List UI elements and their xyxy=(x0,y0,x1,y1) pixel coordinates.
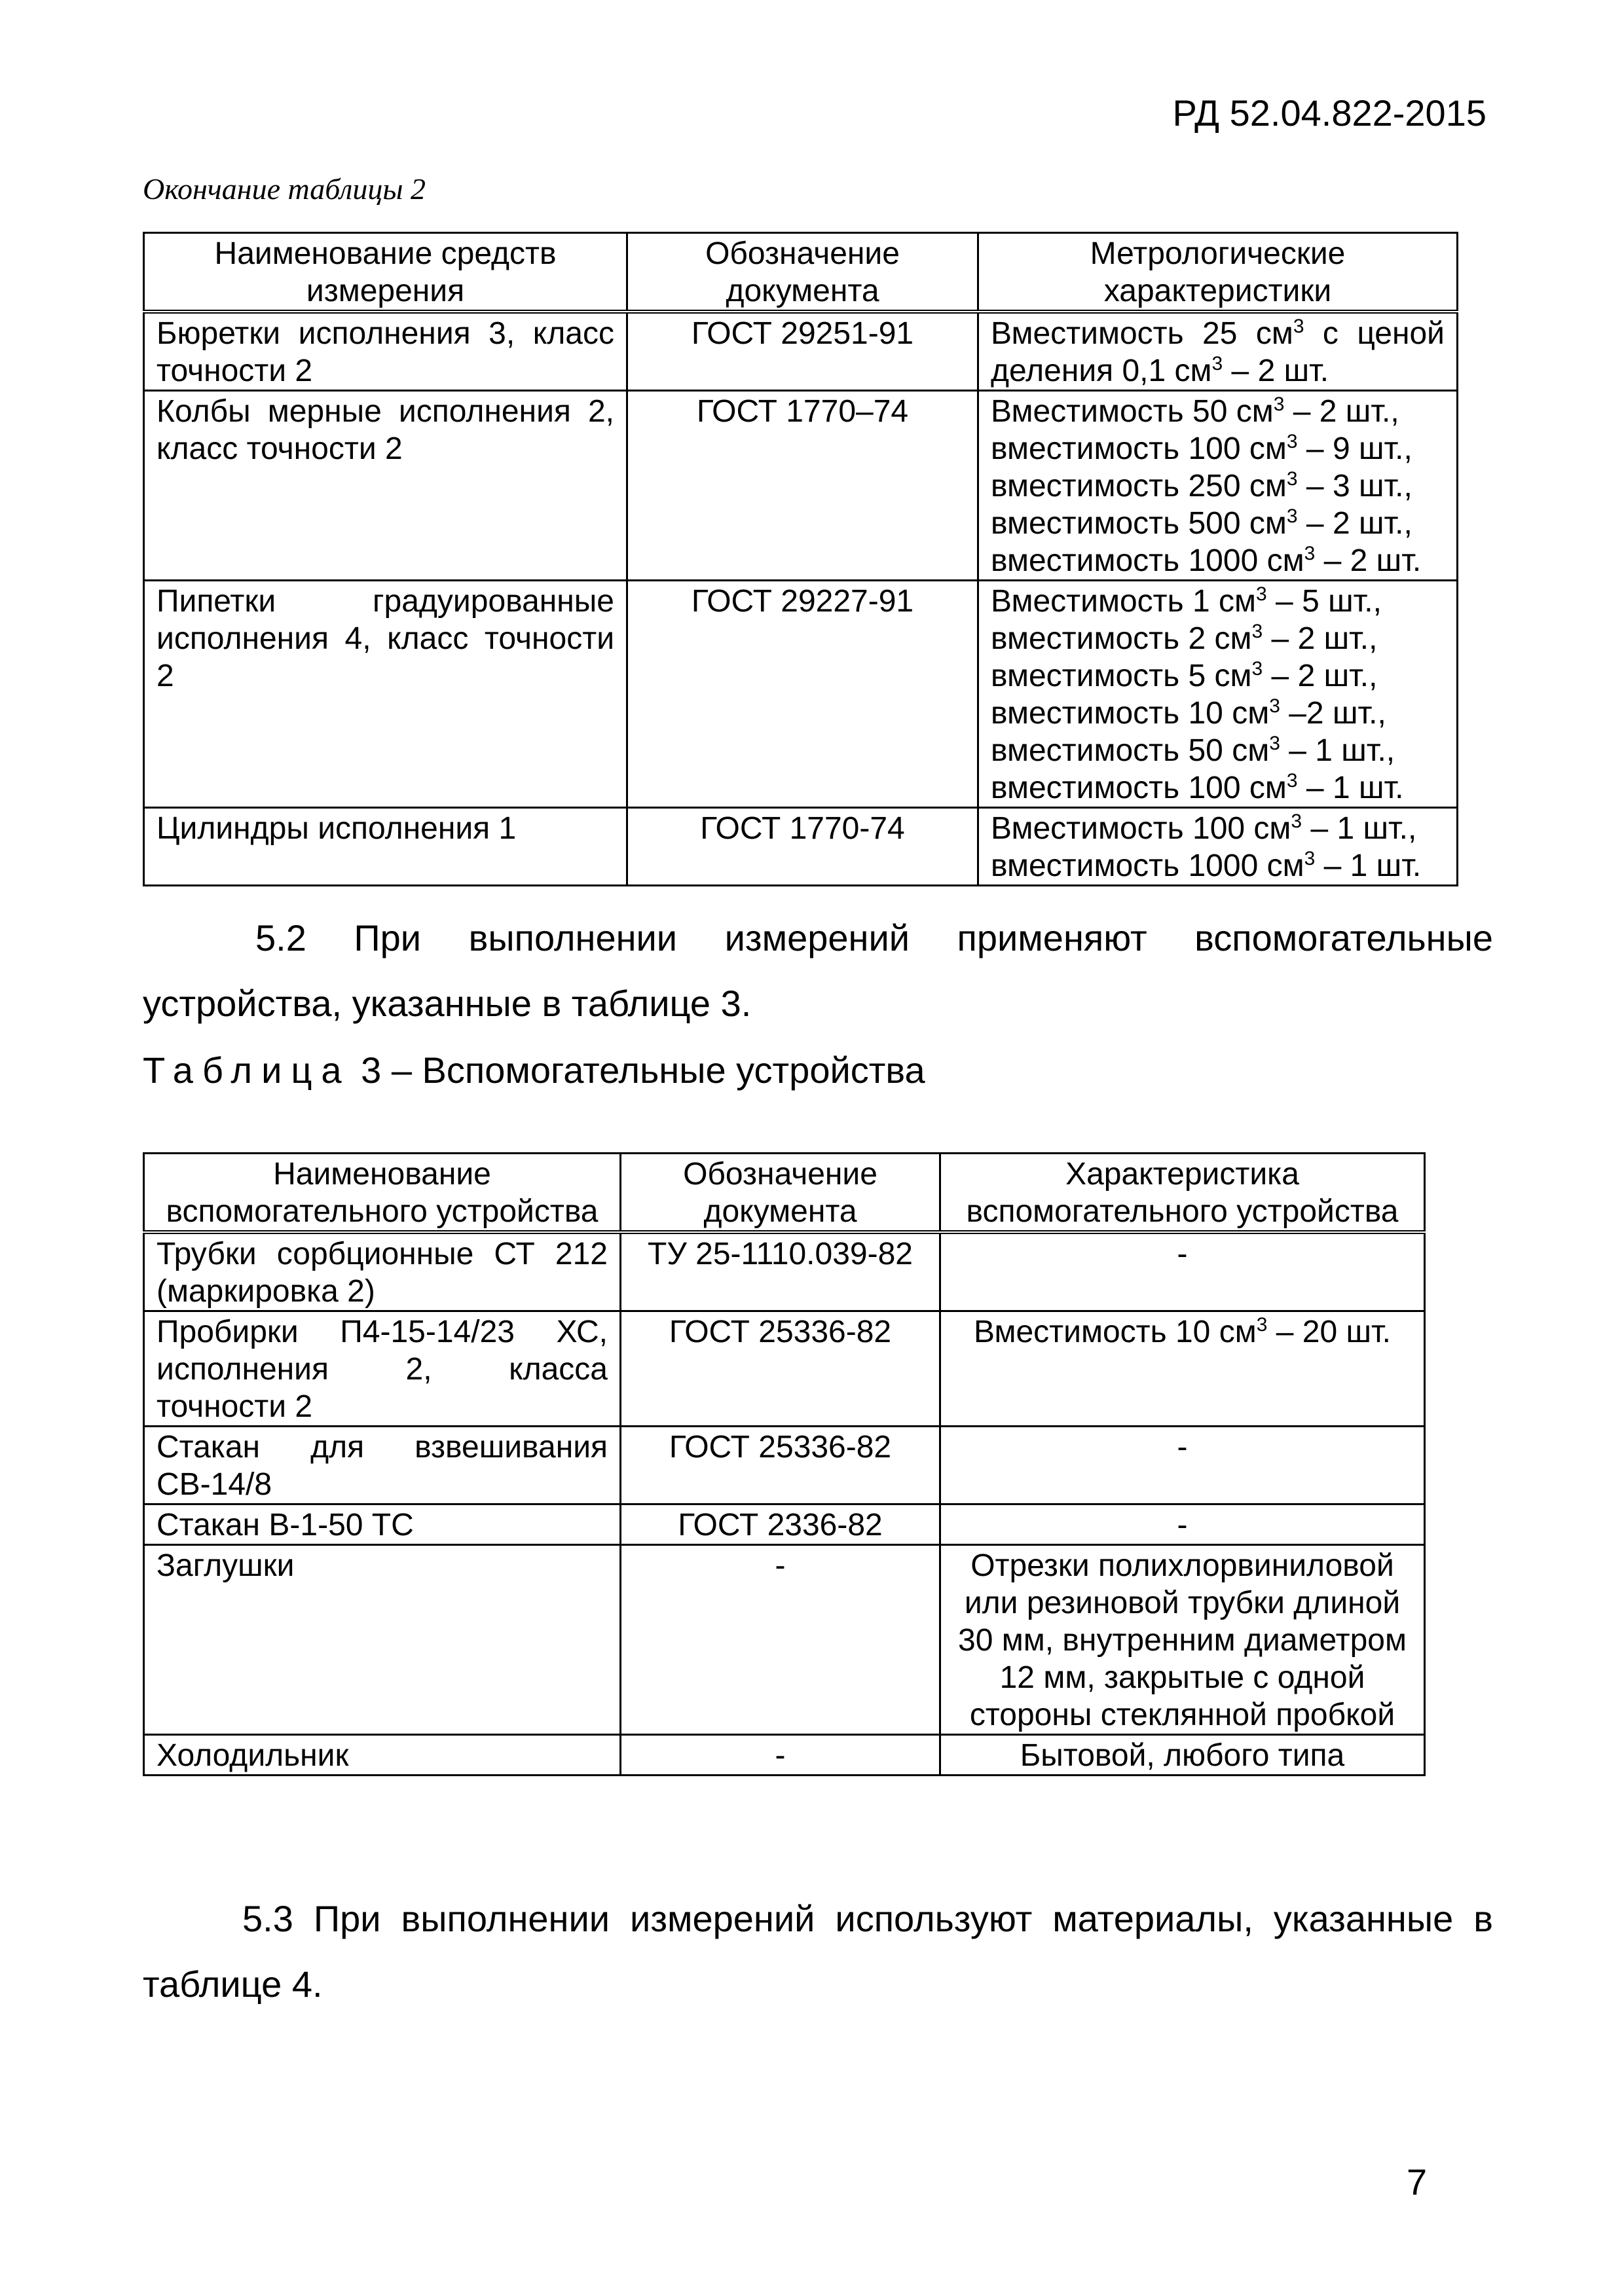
paragraph-5-3-line1: 5.3 При выполнении измерений используют материалы, указанные в xyxy=(242,1898,1493,1939)
table-header-row xyxy=(144,1154,1425,1233)
characteristic-line: Вместимость 1 $см^3 - 5$ шт., xyxy=(991,583,1382,619)
document-cell: ГОСТ 29227-91 xyxy=(627,581,978,808)
characteristic-line: вместимость 1000 $см^3 - 1$ шт. xyxy=(991,848,1422,883)
paragraph-5-2-line2: устройства, указанные в таблице 3. xyxy=(143,983,752,1024)
device-characteristics-cell: Вместимость 10 $см^3 - 20$ шт. xyxy=(940,1311,1425,1427)
superscript: 3 xyxy=(1211,353,1223,374)
device-name-cell: Стакан В-1-50 ТС xyxy=(144,1504,621,1545)
table-row xyxy=(144,1232,1425,1311)
header-instrument-name: Наименование средств измерения xyxy=(144,233,627,312)
device-characteristics-cell: - xyxy=(940,1504,1425,1545)
instrument-name-cell: Бюретки исполнения 3, класс точности 2 xyxy=(144,312,627,391)
header-document: Обозначение документа xyxy=(621,1154,940,1233)
table-2-measuring-instruments xyxy=(143,232,1458,886)
table-row xyxy=(144,1311,1425,1427)
superscript: 3 xyxy=(1286,431,1298,452)
table-header-row xyxy=(144,233,1458,312)
table-row xyxy=(144,391,1458,581)
superscript: 3 xyxy=(1304,848,1316,869)
instrument-name-cell: Цилиндры исполнения 1 xyxy=(144,808,627,886)
superscript: 3 xyxy=(1286,468,1298,490)
table2-continuation-caption: Окончание таблицы 2 xyxy=(143,172,426,206)
characteristic-line: вместимость 100 $см^3 - 9$ шт., xyxy=(991,431,1412,466)
table3-title xyxy=(143,1049,925,1091)
device-name-cell: Пробирки П4-15-14/23 ХС, исполнения 2, класса точности 2 xyxy=(144,1311,621,1427)
superscript: 3 xyxy=(1286,505,1298,527)
characteristic-line: вместимость 100 $см^3 - 1$ шт. xyxy=(991,770,1404,805)
header-device-name: Наименование вспомогательного устройства xyxy=(144,1154,621,1233)
characteristics-cell xyxy=(978,312,1458,391)
document-code: РД 52.04.822-2015 xyxy=(1172,92,1486,134)
device-name-cell: Трубки сорбционные СТ 212 (маркировка 2) xyxy=(144,1232,621,1311)
table-row xyxy=(144,312,1458,391)
device-name-cell: Стакан для взвешивания СВ-14/8 xyxy=(144,1427,621,1504)
characteristic-line: вместимость 1000 $см^3 - 2$ шт. xyxy=(991,543,1422,578)
characteristic-line: вместимость 50 $см^3 - 1$ шт., xyxy=(991,733,1395,768)
device-characteristics-cell: - xyxy=(940,1232,1425,1311)
characteristic-line: вместимость 500 $см^3 - 2$ шт., xyxy=(991,505,1412,541)
table-row xyxy=(144,1545,1425,1735)
superscript: 3 xyxy=(1291,811,1302,832)
device-characteristics-cell: Отрезки полихлорвиниловой или резиновой трубки длиной 30 мм, внутренним диаметром 12 мм, закрытые с одной стороны стеклянной пробкой xyxy=(940,1545,1425,1735)
device-characteristics-cell: - xyxy=(940,1427,1425,1504)
characteristic-line: вместимость 5 $см^3 - 2$ шт., xyxy=(991,658,1378,693)
superscript: 3 xyxy=(1304,543,1316,564)
characteristic-line: Вместимость 50 $см^3 - 2$ шт., xyxy=(991,393,1399,429)
superscript: 3 xyxy=(1256,1314,1268,1336)
table-row xyxy=(144,1427,1425,1504)
document-cell: ГОСТ 25336-82 xyxy=(621,1427,940,1504)
characteristics-cell xyxy=(978,391,1458,581)
superscript: 3 xyxy=(1251,621,1263,642)
device-name-cell: Холодильник xyxy=(144,1735,621,1776)
superscript: 3 xyxy=(1273,393,1285,415)
document-cell: ГОСТ 1770–74 xyxy=(627,391,978,581)
instrument-name-cell: Колбы мерные исполнения 2, класс точности 2 xyxy=(144,391,627,581)
superscript: 3 xyxy=(1251,658,1263,680)
table3-title-rest: 3 – Вспомогательные устройства xyxy=(350,1049,925,1091)
document-cell: ТУ 25-1110.039-82 xyxy=(621,1232,940,1311)
characteristic-line: вместимость 250 $см^3 - 3$ шт., xyxy=(991,468,1412,503)
characteristics-cell xyxy=(978,581,1458,808)
table-3-auxiliary-devices xyxy=(143,1152,1426,1776)
superscript: 3 xyxy=(1293,316,1304,337)
characteristic-line: вместимость 2 $см^3 - 2$ шт., xyxy=(991,621,1378,656)
document-cell: ГОСТ 25336-82 xyxy=(621,1311,940,1427)
superscript: 3 xyxy=(1269,695,1280,717)
header-metrology: Метрологические характеристики xyxy=(978,233,1458,312)
characteristic-line: Вместимость 100 $см^3 - 1$ шт., xyxy=(991,811,1417,846)
table-row xyxy=(144,581,1458,808)
superscript: 3 xyxy=(1286,770,1298,792)
table-row xyxy=(144,1504,1425,1545)
header-document: Обозначение документа xyxy=(627,233,978,312)
characteristic-line: вместимость 10 $см^3$ –2 шт., xyxy=(991,695,1386,731)
paragraph-5-2-line1: 5.2 При выполнении измерений применяют вспомогательные xyxy=(255,917,1493,958)
document-cell: - xyxy=(621,1735,940,1776)
table3-title-prefix: Таблица xyxy=(143,1049,351,1091)
superscript: 3 xyxy=(1256,583,1267,605)
table-row xyxy=(144,808,1458,886)
document-cell: - xyxy=(621,1545,940,1735)
page-number: 7 xyxy=(1407,2161,1428,2202)
paragraph-5-3-line2: таблице 4. xyxy=(143,1963,323,2005)
document-cell: ГОСТ 29251-91 xyxy=(627,312,978,391)
table-row xyxy=(144,1735,1425,1776)
characteristic-line: Вместимость 25 $см^3$ с ценой деления 0,1 $см^3 - 2$ шт. xyxy=(991,316,1445,388)
header-device-characteristics: Характеристика вспомогательного устройства xyxy=(940,1154,1425,1233)
device-name-cell: Заглушки xyxy=(144,1545,621,1735)
document-cell: ГОСТ 1770-74 xyxy=(627,808,978,886)
superscript: 3 xyxy=(1269,733,1280,754)
instrument-name-cell: Пипетки градуированные исполнения 4, класс точности 2 xyxy=(144,581,627,808)
device-characteristics-cell: Бытовой, любого типа xyxy=(940,1735,1425,1776)
characteristics-cell xyxy=(978,808,1458,886)
document-cell: ГОСТ 2336-82 xyxy=(621,1504,940,1545)
